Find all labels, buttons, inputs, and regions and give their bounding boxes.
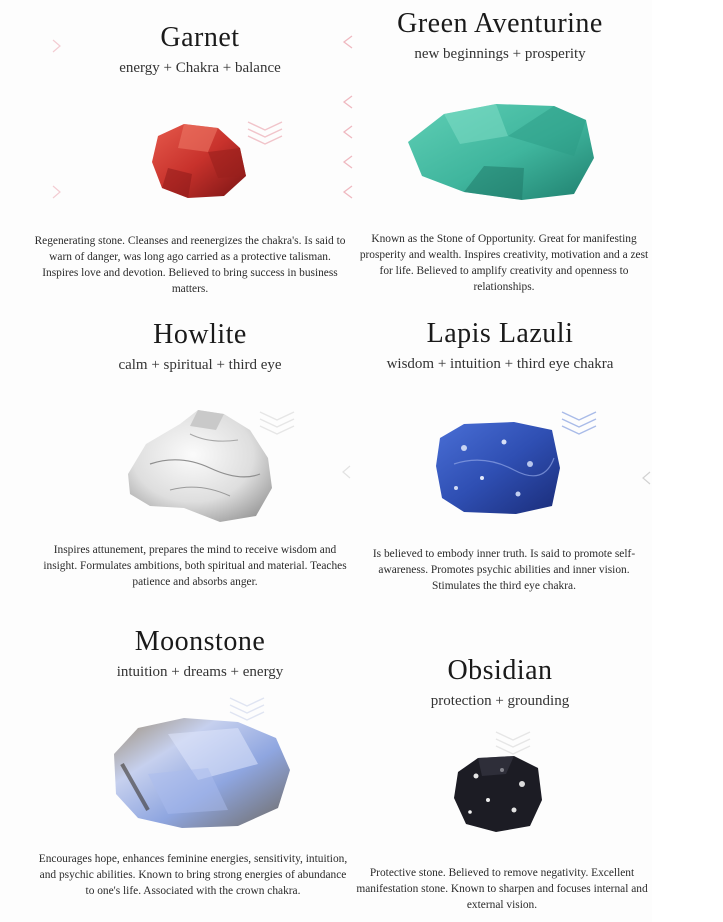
side-arrow-decoration-icon: [340, 460, 354, 490]
stone-description: Protective stone. Believed to remove negativity. Excellent manifestation stone. Known to sharpen and focuses internal and external vision.: [356, 867, 648, 911]
stone-description: Regenerating stone. Cleanses and reenergizes the chakra's. Is said to warn of danger, was long ago carried as a protective talisman. Inspires love and devotion. Believed to bring success in business matters.: [34, 235, 346, 295]
stone-tags: energy + Chakra + balance: [119, 60, 281, 76]
chevron-decoration-icon: [228, 694, 266, 724]
stone-description: Known as the Stone of Opportunity. Great for manifesting prosperity and wealth. Inspires creativity, motivation and a zest for life. Believed to amplify creativity and openness to relationships.: [359, 233, 649, 293]
stone-card-howlite: [80, 319, 320, 375]
chevron-decoration-icon: [246, 118, 284, 148]
stone-name: Moonstone: [134, 626, 266, 657]
garnet-stone-image: [148, 118, 252, 202]
stone-card-garnet: [80, 22, 320, 78]
stone-card-obsidian: [380, 655, 620, 711]
stone-tags: calm + spiritual + third eye: [118, 357, 282, 373]
moonstone-stone-image: [108, 714, 294, 832]
stone-description: Is believed to embody inner truth. Is said to promote self-awareness. Promotes psychic abilities and inner vision. Stimulates the third eye chakra.: [372, 548, 636, 592]
page-right-margin: [652, 0, 723, 922]
green-aventurine-stone-image: [404, 96, 600, 206]
obsidian-stone-image: [452, 754, 546, 834]
chevron-decoration-icon: [560, 408, 598, 438]
stone-name: Green Aventurine: [397, 8, 603, 39]
center-arrow-decoration-icon: [338, 30, 358, 230]
lapis-lazuli-stone-image: [434, 418, 564, 518]
stone-tags: intuition + dreams + energy: [116, 664, 284, 680]
stone-tags: new beginnings + prosperity: [414, 46, 586, 62]
side-arrow-decoration-icon: [50, 36, 64, 206]
chevron-decoration-icon: [494, 728, 532, 758]
stone-name: Howlite: [153, 319, 247, 350]
stone-card-green-aventurine: [365, 8, 635, 64]
stone-name: Garnet: [160, 22, 240, 53]
stone-card-lapis-lazuli: [352, 318, 648, 374]
stone-tags: protection + grounding: [430, 693, 570, 709]
chevron-decoration-icon: [258, 408, 296, 438]
stone-description: Inspires attunement, prepares the mind to receive wisdom and insight. Formulates ambitions, both spiritual and material. Teaches patience and absorbs anger.: [43, 544, 347, 588]
stone-name: Lapis Lazuli: [426, 318, 574, 349]
stone-description: Encourages hope, enhances feminine energies, sensitivity, intuition, and psychic abilities. Known to bring strong energies of abundance to one's life. Associated with the crown chakra.: [38, 853, 348, 897]
howlite-stone-image: [120, 404, 280, 526]
stone-card-moonstone: [80, 626, 320, 682]
stone-name: Obsidian: [447, 655, 553, 686]
stone-tags: wisdom + intuition + third eye chakra: [386, 356, 614, 372]
